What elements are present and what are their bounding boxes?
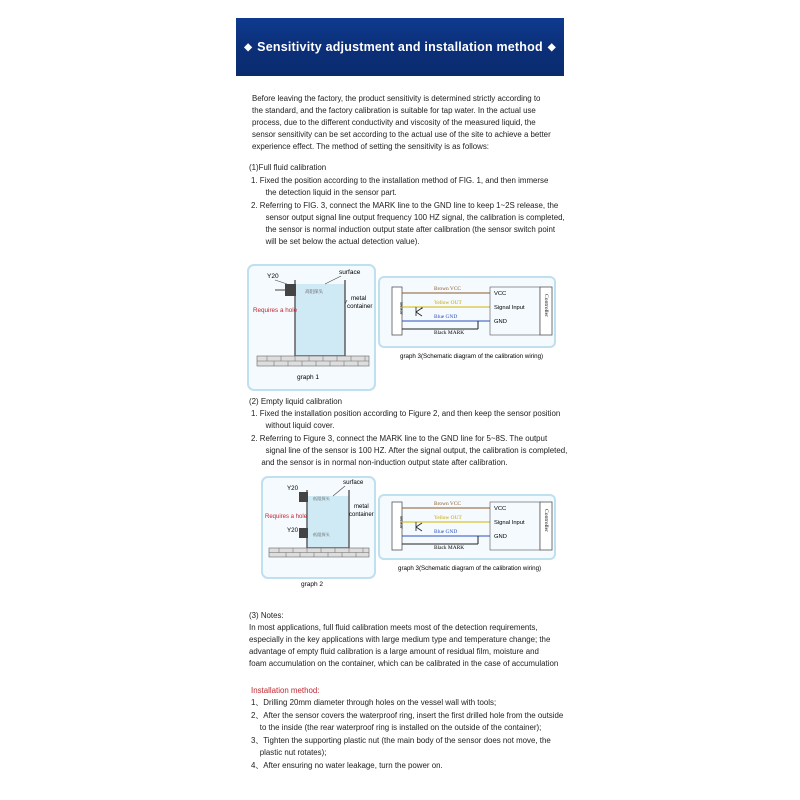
liquid-fill — [295, 284, 345, 356]
section-banner — [236, 18, 564, 76]
step-line: 1. Fixed the installation position according to Figure 2, and then keep the sensor position — [251, 409, 561, 418]
step-line: 2. Referring to Figure 3, connect the MARK line to the GND line for 5~8S. The output — [251, 434, 548, 443]
label-y20: Y20 — [267, 273, 279, 280]
intro-line: sensor sensitivity can be set according to the actual use of the site to achieve a better — [252, 130, 551, 139]
note-line: foam accumulation on the container, which can be calibrated in the case of accumulation — [249, 659, 559, 668]
graph3-caption: graph 3(Schematic diagram of the calibration wiring) — [398, 565, 542, 572]
note-line: advantage of empty fluid calibration is a large amount of residual film, moisture and — [249, 647, 539, 656]
wire-yellow: Yellow OUT — [434, 300, 462, 306]
graph3-diagram — [378, 276, 556, 370]
section-heading: (3) Notes: — [249, 611, 284, 620]
terminal-signal: Signal Input — [494, 520, 525, 526]
banner-title: Sensitivity adjustment and installation method — [257, 40, 543, 54]
graph1-caption: graph 1 — [297, 374, 320, 381]
section-heading: (1)Full fluid calibration — [249, 163, 327, 172]
terminal-vcc: VCC — [494, 506, 507, 512]
graph2-diagram — [261, 476, 377, 592]
install-step: to the inside (the rear waterproof ring is installed on the outside of the container); — [251, 723, 542, 732]
step-line: signal line of the sensor is 100 HZ. After the signal output, the calibration is completed, — [259, 446, 568, 455]
label-y20-bottom: Y20 — [287, 527, 299, 534]
step-line: the detection liquid in the sensor part. — [259, 188, 397, 197]
graph3-frame — [379, 495, 555, 559]
terminal-signal: Signal Input — [494, 305, 525, 311]
sensor-icon — [299, 528, 308, 538]
step-line: and the sensor is in normal non-induction output state after calibration. — [257, 458, 508, 467]
step-line: 1. Fixed the position according to the installation method of FIG. 1, and then immerse — [251, 176, 549, 185]
note-line: especially in the key applications with large medium type and temperature change; the — [249, 635, 551, 644]
label-container: container — [349, 512, 374, 518]
graph3-frame — [379, 277, 555, 347]
label-hole: Requires a hole — [253, 307, 298, 314]
liquid-fill — [307, 496, 349, 548]
wire-black: Black MARK — [434, 545, 465, 551]
section-heading: (2) Empty liquid calibration — [249, 397, 342, 406]
sensor-icon — [285, 284, 296, 296]
diamond-icon: ◆ — [547, 41, 556, 53]
sensor-label: sensor — [398, 516, 403, 529]
install-step: 2、After the sensor covers the waterproof ring, insert the first drilled hole from the outside — [251, 711, 564, 720]
terminal-gnd: GND — [494, 319, 507, 325]
install-step: 4、After ensuring no water leakage, turn the power on. — [251, 761, 443, 770]
label-metal: metal — [351, 295, 367, 302]
wire-black: Black MARK — [434, 330, 465, 336]
terminal-gnd: GND — [494, 534, 507, 540]
intro-line: process, due to the different conductivity and viscosity of the measured liquid, the — [252, 118, 536, 127]
wire-blue: Blue GND — [434, 529, 458, 535]
label-surface: surface — [339, 269, 361, 276]
install-step: 3、Tighten the supporting plastic nut (the main body of the sensor does not move, the — [251, 736, 551, 745]
controller-label: Controller — [543, 509, 549, 532]
label-metal: metal — [354, 504, 369, 510]
step-line: will be set below the actual detection value). — [259, 237, 420, 246]
step-line: sensor output signal line output frequency 100 HZ signal, the calibration is completed, — [259, 213, 565, 222]
svg-text:低阻探头: 低阻探头 — [313, 532, 330, 537]
graph3-diagram-second — [378, 494, 556, 578]
wire-blue: Blue GND — [434, 314, 458, 320]
sensor-label: sensor — [398, 302, 403, 315]
installation-heading: Installation method: — [251, 686, 320, 695]
intro-line: Before leaving the factory, the product sensitivity is determined strictly according to — [252, 94, 541, 103]
install-step: plastic nut rotates); — [251, 748, 327, 757]
label-hole: Requires a hole — [265, 514, 308, 520]
sensor-icon — [299, 492, 308, 502]
controller-label: Controller — [543, 294, 549, 317]
wire-yellow: Yellow OUT — [434, 515, 462, 521]
step-line: without liquid cover. — [259, 421, 335, 430]
install-step: 1、Drilling 20mm diameter through holes on the vessel wall with tools; — [251, 698, 497, 707]
wire-brown: Brown VCC — [434, 286, 462, 292]
label-surface: surface — [343, 479, 364, 486]
diamond-icon: ◆ — [244, 41, 253, 53]
graph3-caption: graph 3(Schematic diagram of the calibration wiring) — [400, 353, 544, 360]
svg-text:高阻探头: 高阻探头 — [305, 289, 323, 294]
intro-line: the standard, and the factory calibration is suitable for tap water. In the actual use — [252, 106, 536, 115]
label-y20-top: Y20 — [287, 485, 299, 492]
step-line: 2. Referring to FIG. 3, connect the MARK line to the GND line to keep 1~2S release, the — [251, 201, 559, 210]
wire-brown: Brown VCC — [434, 501, 462, 507]
note-line: In most applications, full fluid calibration meets most of the detection requirements, — [249, 623, 538, 632]
step-line: the sensor is normal induction output state after calibration (the sensor switch point — [259, 225, 556, 234]
svg-text:低阻探头: 低阻探头 — [313, 496, 330, 501]
terminal-vcc: VCC — [494, 291, 507, 297]
graph2-caption: graph 2 — [301, 581, 324, 588]
graph1-diagram — [247, 264, 377, 392]
label-container: container — [347, 303, 373, 310]
intro-line: experience effect. The method of setting the sensitivity is as follows: — [252, 142, 489, 151]
